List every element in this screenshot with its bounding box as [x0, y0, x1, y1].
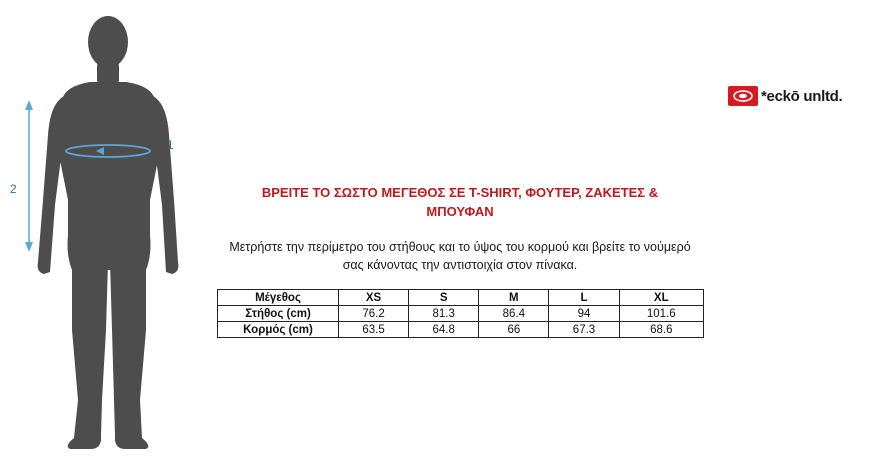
table-cell: 86.4: [479, 306, 549, 322]
table-cell: 101.6: [619, 306, 703, 322]
table-row-chest: [218, 306, 704, 322]
size-xs-header: XS: [339, 290, 409, 306]
body-silhouette: [38, 16, 179, 449]
brand-logo: [728, 84, 842, 108]
size-header-label: Μέγεθος: [218, 290, 339, 306]
title-line-1: ΒΡΕΙΤΕ ΤΟ ΣΩΣΤΟ ΜΕΓΕΘΟΣ ΣΕ T-SHIRT, ΦΟΥΤΕΡ, ΖΑΚΕΤΕΣ &: [261, 185, 659, 200]
instructions-line-1: Μετρήστε την περίμετρο του στήθους και το ύψος του κορμού και βρείτε το νούμερό: [229, 240, 691, 254]
table-cell: 76.2: [339, 306, 409, 322]
table-header-row: [218, 290, 704, 306]
page-title: [230, 183, 690, 221]
torso-measure-number: 2: [10, 182, 17, 196]
torso-height-arrow: [25, 100, 33, 252]
brand-name: *eckō unltd.: [761, 87, 843, 105]
table-row-torso: [218, 322, 704, 338]
title-line-2: ΜΠΟΥΦΑΝ: [426, 204, 494, 219]
row-label-torso: Κορμός (cm): [218, 322, 339, 338]
table-cell: 64.8: [409, 322, 479, 338]
size-m-header: M: [479, 290, 549, 306]
table-cell: 68.6: [619, 322, 703, 338]
table-cell: 94: [549, 306, 619, 322]
size-table: [217, 289, 704, 338]
chest-measure-number: 1: [167, 138, 174, 152]
table-cell: 66: [479, 322, 549, 338]
size-l-header: L: [549, 290, 619, 306]
size-s-header: S: [409, 290, 479, 306]
rhino-logo-icon: [728, 86, 758, 106]
size-xl-header: XL: [619, 290, 703, 306]
measuring-instructions: [200, 238, 720, 274]
table-cell: 63.5: [339, 322, 409, 338]
table-cell: 67.3: [549, 322, 619, 338]
table-cell: 81.3: [409, 306, 479, 322]
row-label-chest: Στήθος (cm): [218, 306, 339, 322]
body-measurement-figure: [0, 0, 200, 467]
instructions-line-2: σας κάνοντας την αντιστοιχία στον πίνακα.: [342, 258, 578, 272]
